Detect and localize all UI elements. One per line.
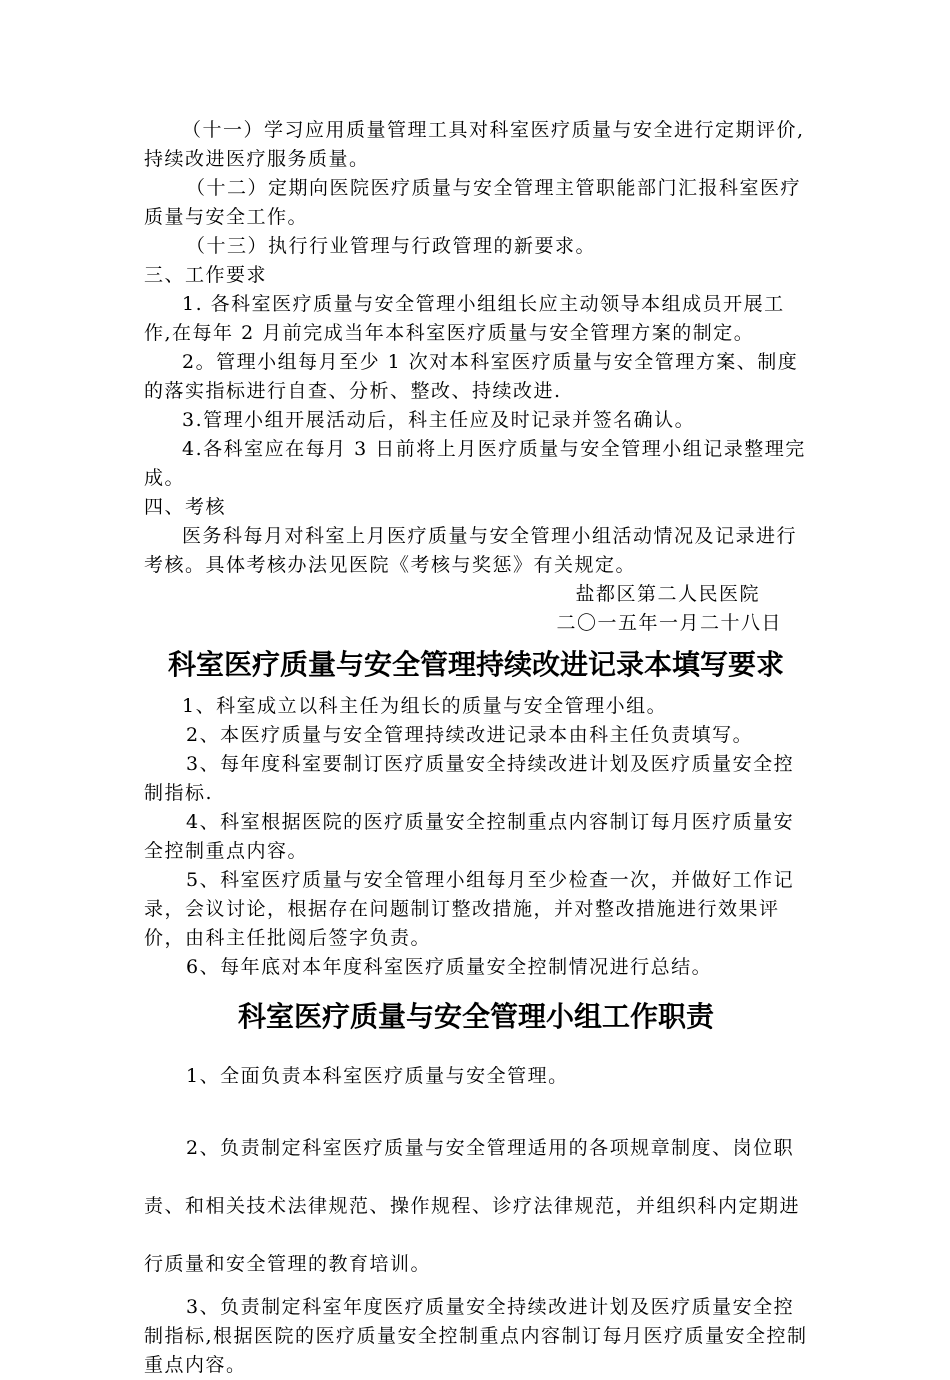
assessment-text: 医务科每月对科室上月医疗质量与安全管理小组活动情况及记录进行考核。具体考核办法见医院《考核与奖惩》有关规定。 <box>144 525 798 576</box>
requirement-item: 1. 各科室医疗质量与安全管理小组组长应主动领导本组成员开展工作,在每年 2 月前完成当年本科室医疗质量与安全管理方案的制定。 <box>144 293 785 344</box>
record-item: 4、科室根据医院的医疗质量安全控制重点内容制订每月医疗质量安全控制重点内容。 <box>144 811 795 862</box>
section-title-record-book: 科室医疗质量与安全管理持续改进记录本填写要求 <box>167 648 784 681</box>
record-item: 2、本医疗质量与安全管理持续改进记录本由科主任负责填写。 <box>186 724 754 746</box>
document-body <box>144 116 808 1380</box>
heading-work-requirements: 三、工作要求 <box>144 264 268 286</box>
duty-item: 3、负责制定科室年度医疗质量安全持续改进计划及医疗质量安全控制指标,根据医院的医疗质量安全控制重点内容制订每月医疗质量安全控制重点内容。 <box>144 1296 808 1376</box>
duty-item: 1、全面负责本科室医疗质量与安全管理。 <box>186 1065 569 1087</box>
record-item: 1、科室成立以科主任为组长的质量与安全管理小组。 <box>182 695 668 717</box>
duty-item: 2、负责制定科室医疗质量与安全管理适用的各项规章制度、岗位职责、和相关技术法律规范、操作规程、诊疗法律规范，并组织科内定期进行质量和安全管理的教育培训。 <box>144 1137 801 1275</box>
signature-org: 盐都区第二人民医院 <box>575 583 760 605</box>
clause-11: （十一）学习应用质量管理工具对科室医疗质量与安全进行定期评价,持续改进医疗服务质量。 <box>144 119 805 170</box>
requirement-item: 3.管理小组开展活动后，科主任应及时记录并签名确认。 <box>182 409 696 431</box>
clause-13: （十三）执行行业管理与行政管理的新要求。 <box>186 235 597 257</box>
section-title-duties: 科室医疗质量与安全管理小组工作职责 <box>237 1000 714 1033</box>
record-item: 6、每年底对本年度科室医疗质量安全控制情况进行总结。 <box>186 956 713 978</box>
clause-12: （十二）定期向医院医疗质量与安全管理主管职能部门汇报科室医疗质量与安全工作。 <box>144 177 802 228</box>
heading-assessment: 四、考核 <box>144 496 227 518</box>
requirement-item: 4.各科室应在每月 3 日前将上月医疗质量与安全管理小组记录整理完成。 <box>144 438 806 489</box>
record-item: 5、科室医疗质量与安全管理小组每月至少检查一次，并做好工作记录，会议讨论，根据存在问题制订整改措施，并对整改措施进行效果评价，由科主任批阅后签字负责。 <box>144 869 795 949</box>
requirement-item: 2。管理小组每月至少 1 次对本科室医疗质量与安全管理方案、制度的落实指标进行自查、分析、整改、持续改进. <box>144 351 799 402</box>
signature-date: 二〇一五年一月二十八日 <box>556 612 782 634</box>
record-item: 3、每年度科室要制订医疗质量安全持续改进计划及医疗质量安全控制指标. <box>144 753 795 804</box>
